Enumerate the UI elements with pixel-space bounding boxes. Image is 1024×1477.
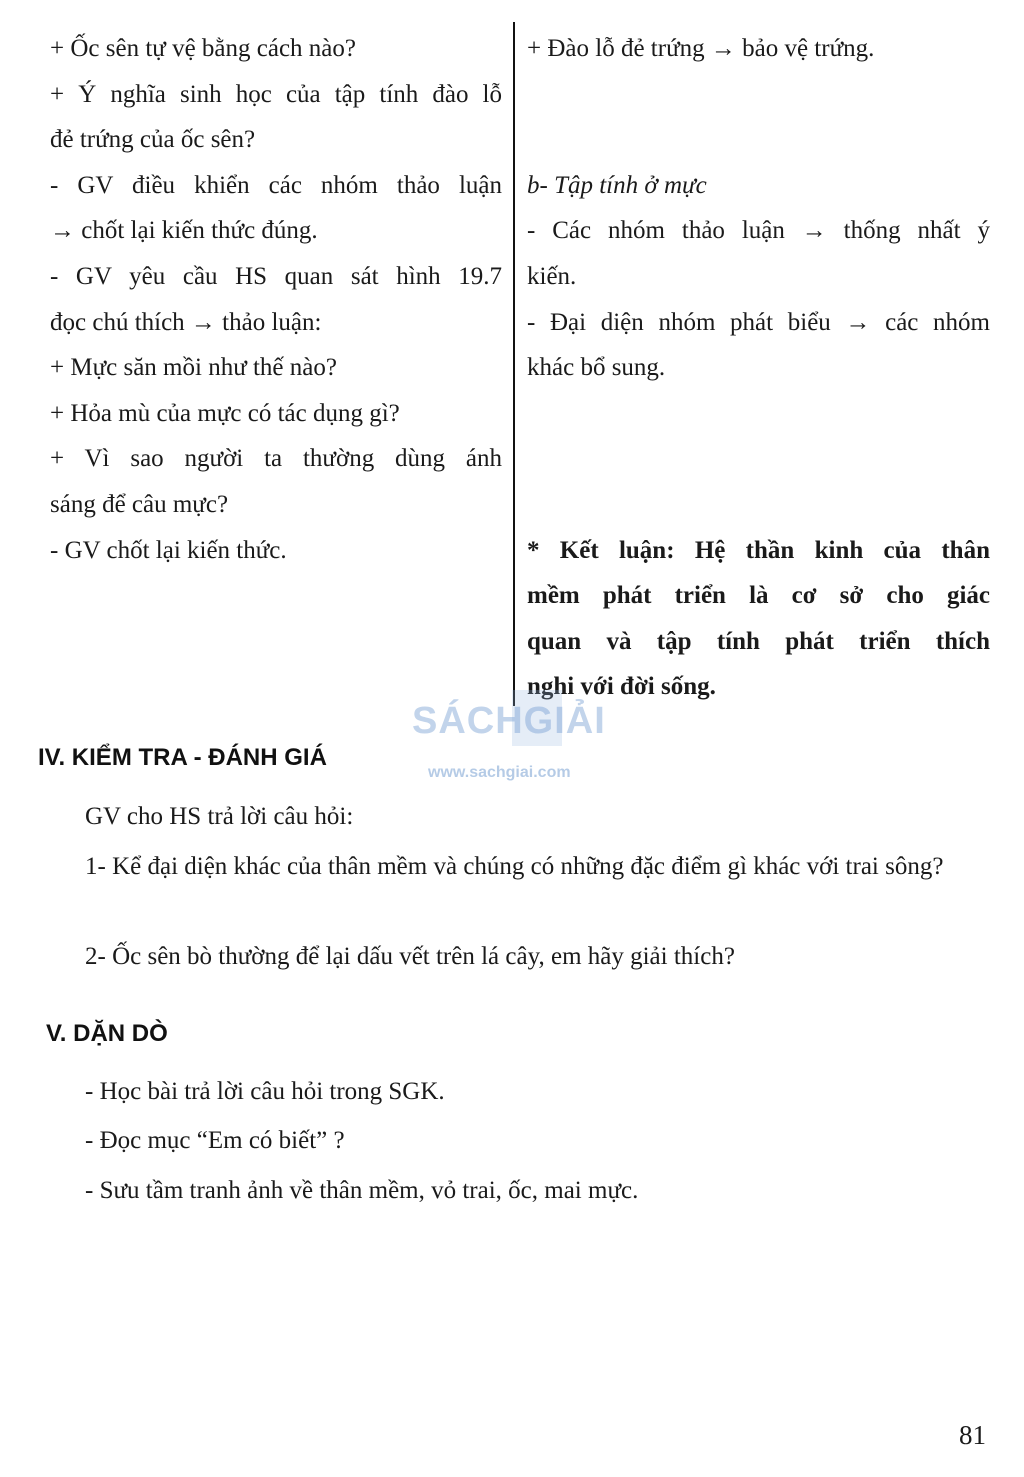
left-line: + Hỏa mù của mực có tác dụng gì? (50, 399, 400, 427)
homework-item: - Sưu tầm tranh ảnh về thân mềm, vỏ trai, ốc, mai mực. (85, 1177, 639, 1204)
spacer (527, 391, 990, 482)
spacer (527, 72, 990, 163)
left-line: sáng để câu mực? (50, 490, 229, 518)
question-2: 2- Ốc sên bò thường để lại dấu vết trên lá cây, em hãy giải thích? (85, 943, 735, 970)
question-1: 1- Kể đại diện khác của thân mềm và chúng có những đặc điểm gì khác với trai sông? (85, 853, 944, 880)
section-4-intro: GV cho HS trả lời câu hỏi: (85, 803, 354, 830)
homework-item: - Học bài trả lời câu hỏi trong SGK. (85, 1078, 445, 1105)
watermark (412, 700, 622, 790)
left-line: - GV chốt lại kiến thức. (50, 536, 287, 564)
right-line: - Các nhóm thảo luận → thống nhất ý (527, 217, 990, 245)
spacer (527, 482, 990, 528)
homework-item: - Đọc mục “Em có biết” ? (85, 1127, 345, 1154)
conclusion-line: * Kết luận: Hệ thần kinh của thân (527, 536, 990, 564)
left-line: + Ốc sên tự vệ bằng cách nào? (50, 35, 356, 62)
right-line: kiến. (527, 262, 577, 290)
column-divider (513, 22, 515, 706)
right-line: khác bổ sung. (527, 354, 666, 382)
right-subheading: b- Tập tính ở mực (527, 171, 707, 199)
right-line: - Đại diện nhóm phát biểu → các nhóm (527, 308, 990, 336)
conclusion-line: nghi với đời sống. (527, 673, 716, 701)
left-line: + Ý nghĩa sinh học của tập tính đào lỗ (50, 80, 502, 108)
conclusion-line: mềm phát triển là cơ sở cho giác (527, 582, 990, 610)
left-line: + Mực săn mồi như thế nào? (50, 354, 337, 382)
table-left-column (50, 26, 502, 573)
section-5-heading: V. DẶN DÒ (46, 1020, 168, 1047)
left-line: + Vì sao người ta thường dùng ánh (50, 445, 502, 473)
watermark-url: www.sachgiai.com (428, 764, 571, 781)
left-line: đẻ trứng của ốc sên? (50, 126, 256, 154)
left-line: - GV điều khiển các nhóm thảo luận (50, 171, 502, 199)
right-line: + Đào lỗ đẻ trứng → bảo vệ trứng. (527, 35, 875, 62)
section-4-heading: IV. KIỂM TRA - ĐÁNH GIÁ (38, 744, 327, 771)
left-line: - GV yêu cầu HS quan sát hình 19.7 (50, 262, 502, 290)
left-line: → chốt lại kiến thức đúng. (50, 217, 318, 245)
watermark-logo: SÁCHGIẢI (412, 700, 606, 742)
left-line: đọc chú thích → thảo luận: (50, 308, 322, 336)
table-right-column (527, 26, 990, 710)
conclusion-line: quan và tập tính phát triển thích (527, 627, 990, 655)
page-number: 81 (959, 1420, 986, 1450)
